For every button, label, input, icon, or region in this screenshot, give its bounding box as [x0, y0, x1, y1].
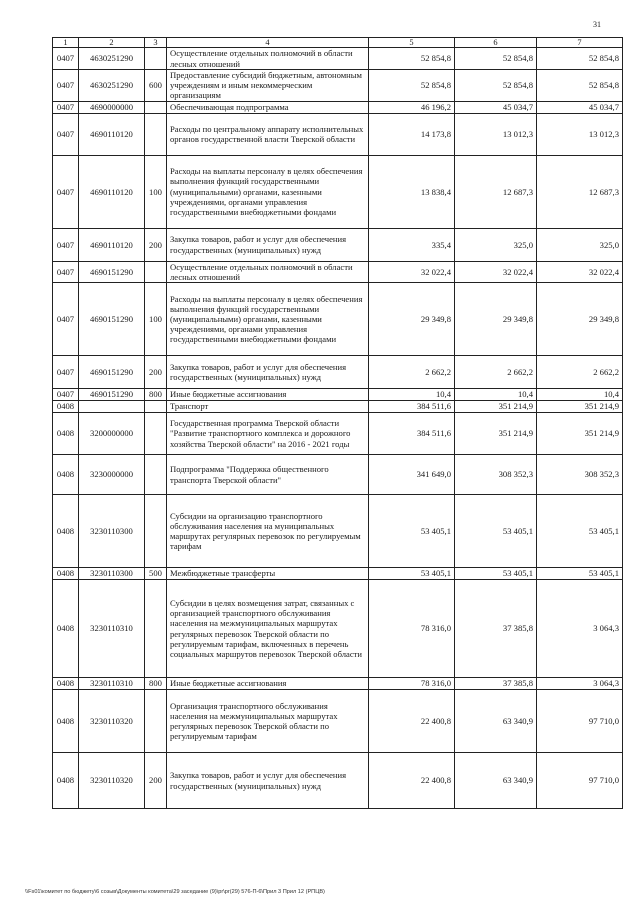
amount-col7-cell: 308 352,3: [537, 455, 623, 495]
description-cell: Предоставление субсидий бюджетным, автономным учреждениям и иным некоммерческим организациям: [167, 70, 369, 102]
section-code-cell: 0408: [53, 753, 79, 809]
amount-col5-cell: 52 854,8: [369, 70, 455, 102]
amount-col5-cell: 53 405,1: [369, 568, 455, 580]
description-cell: Иные бюджетные ассигнования: [167, 389, 369, 401]
expense-type-cell: [145, 690, 167, 753]
target-article-cell: 3230110320: [79, 690, 145, 753]
amount-col6-cell: 52 854,8: [455, 70, 537, 102]
section-code-cell: 0408: [53, 455, 79, 495]
table-row: [53, 113, 623, 155]
amount-col7-cell: 32 022,4: [537, 261, 623, 282]
amount-col6-cell: 12 687,3: [455, 155, 537, 228]
description-cell: Расходы по центральному аппарату исполнительных органов государственной власти Тверской области: [167, 113, 369, 155]
amount-col6-cell: 2 662,2: [455, 356, 537, 389]
expense-type-cell: [145, 580, 167, 678]
target-article-cell: 3230110300: [79, 568, 145, 580]
section-code-cell: 0407: [53, 389, 79, 401]
section-code-cell: 0408: [53, 568, 79, 580]
expense-type-cell: 800: [145, 678, 167, 690]
expense-type-cell: 200: [145, 753, 167, 809]
amount-col6-cell: 37 385,8: [455, 678, 537, 690]
expense-type-cell: [145, 48, 167, 70]
table-row: [53, 678, 623, 690]
description-cell: Закупка товаров, работ и услуг для обеспечения государственных (муниципальных) нужд: [167, 356, 369, 389]
section-code-cell: 0407: [53, 228, 79, 261]
table-row: [53, 389, 623, 401]
amount-col7-cell: 29 349,8: [537, 283, 623, 356]
amount-col6-cell: 308 352,3: [455, 455, 537, 495]
amount-col6-cell: 53 405,1: [455, 568, 537, 580]
target-article-cell: [79, 401, 145, 413]
amount-col5-cell: 384 511,6: [369, 413, 455, 455]
amount-col7-cell: 10,4: [537, 389, 623, 401]
table-row: [53, 70, 623, 102]
amount-col7-cell: 351 214,9: [537, 413, 623, 455]
amount-col7-cell: 52 854,8: [537, 48, 623, 70]
expense-type-cell: [145, 113, 167, 155]
section-code-cell: 0407: [53, 283, 79, 356]
table-row: [53, 261, 623, 282]
amount-col7-cell: 3 064,3: [537, 580, 623, 678]
target-article-cell: 4690110120: [79, 228, 145, 261]
column-header-2: 2: [79, 38, 145, 48]
amount-col7-cell: 13 012,3: [537, 113, 623, 155]
expense-type-cell: 100: [145, 155, 167, 228]
table-row: [53, 228, 623, 261]
amount-col7-cell: 12 687,3: [537, 155, 623, 228]
amount-col6-cell: 37 385,8: [455, 580, 537, 678]
column-header-1: 1: [53, 38, 79, 48]
target-article-cell: 3200000000: [79, 413, 145, 455]
amount-col5-cell: 22 400,8: [369, 753, 455, 809]
expense-type-cell: [145, 455, 167, 495]
table-row: [53, 101, 623, 113]
amount-col6-cell: 351 214,9: [455, 401, 537, 413]
table-row: [53, 48, 623, 70]
description-cell: Расходы на выплаты персоналу в целях обеспечения выполнения функций государственными (муниципальными) органами, казенными учреждениями, органами управления государственными внебюджетными фондами: [167, 283, 369, 356]
target-article-cell: 4630251290: [79, 70, 145, 102]
amount-col5-cell: 32 022,4: [369, 261, 455, 282]
description-cell: Организация транспортного обслуживания населения на межмуниципальных маршрутах регулярных перевозок Тверской области по регулируемым тарифам: [167, 690, 369, 753]
expense-type-cell: [145, 261, 167, 282]
amount-col6-cell: 13 012,3: [455, 113, 537, 155]
amount-col5-cell: 14 173,8: [369, 113, 455, 155]
target-article-cell: 3230110300: [79, 495, 145, 568]
amount-col6-cell: 351 214,9: [455, 413, 537, 455]
amount-col5-cell: 52 854,8: [369, 48, 455, 70]
target-article-cell: 4690000000: [79, 101, 145, 113]
amount-col7-cell: 325,0: [537, 228, 623, 261]
target-article-cell: 4690151290: [79, 356, 145, 389]
column-header-7: 7: [537, 38, 623, 48]
target-article-cell: 4630251290: [79, 48, 145, 70]
expense-type-cell: 500: [145, 568, 167, 580]
amount-col5-cell: 78 316,0: [369, 678, 455, 690]
amount-col6-cell: 63 340,9: [455, 690, 537, 753]
amount-col7-cell: 2 662,2: [537, 356, 623, 389]
amount-col5-cell: 29 349,8: [369, 283, 455, 356]
amount-col6-cell: 52 854,8: [455, 48, 537, 70]
section-code-cell: 0407: [53, 155, 79, 228]
expense-type-cell: 200: [145, 228, 167, 261]
target-article-cell: 3230000000: [79, 455, 145, 495]
target-article-cell: 4690151290: [79, 261, 145, 282]
expense-type-cell: [145, 413, 167, 455]
amount-col5-cell: 22 400,8: [369, 690, 455, 753]
section-code-cell: 0408: [53, 401, 79, 413]
expense-type-cell: 100: [145, 283, 167, 356]
budget-table: [52, 37, 623, 809]
description-cell: Субсидии на организацию транспортного обслуживания населения на муниципальных маршрутах регулярных перевозок по регулируемым тарифам: [167, 495, 369, 568]
section-code-cell: 0407: [53, 261, 79, 282]
description-cell: Межбюджетные трансферты: [167, 568, 369, 580]
table-row: [53, 413, 623, 455]
amount-col5-cell: 2 662,2: [369, 356, 455, 389]
section-code-cell: 0408: [53, 413, 79, 455]
section-code-cell: 0407: [53, 70, 79, 102]
target-article-cell: 3230110320: [79, 753, 145, 809]
column-header-6: 6: [455, 38, 537, 48]
amount-col7-cell: 97 710,0: [537, 753, 623, 809]
expense-type-cell: 800: [145, 389, 167, 401]
amount-col5-cell: 10,4: [369, 389, 455, 401]
section-code-cell: 0407: [53, 48, 79, 70]
description-cell: Закупка товаров, работ и услуг для обеспечения государственных (муниципальных) нужд: [167, 228, 369, 261]
description-cell: Иные бюджетные ассигнования: [167, 678, 369, 690]
amount-col7-cell: 351 214,9: [537, 401, 623, 413]
amount-col7-cell: 53 405,1: [537, 495, 623, 568]
amount-col5-cell: 341 649,0: [369, 455, 455, 495]
page-number: 31: [593, 20, 601, 29]
table-row: [53, 155, 623, 228]
target-article-cell: 3230110310: [79, 580, 145, 678]
table-row: [53, 455, 623, 495]
amount-col5-cell: 78 316,0: [369, 580, 455, 678]
expense-type-cell: 200: [145, 356, 167, 389]
section-code-cell: 0408: [53, 580, 79, 678]
amount-col7-cell: 52 854,8: [537, 70, 623, 102]
section-code-cell: 0407: [53, 356, 79, 389]
column-header-5: 5: [369, 38, 455, 48]
description-cell: Государственная программа Тверской области "Развитие транспортного комплекса и дорожного хозяйства Тверской области" на 2016 - 2021 годы: [167, 413, 369, 455]
expense-type-cell: [145, 101, 167, 113]
target-article-cell: 3230110310: [79, 678, 145, 690]
expense-type-cell: [145, 401, 167, 413]
column-header-3: 3: [145, 38, 167, 48]
description-cell: Субсидии в целях возмещения затрат, связанных с организацией транспортного обслуживания населения на межмуниципальных маршрутах регулярных перевозок Тверской области по регулируемым тарифам, включенных в перечень социальных маршрутов перевозок Тверской области: [167, 580, 369, 678]
amount-col6-cell: 29 349,8: [455, 283, 537, 356]
amount-col6-cell: 63 340,9: [455, 753, 537, 809]
target-article-cell: 4690151290: [79, 283, 145, 356]
file-path-footer: \\Fs01\комитет по бюджету\6 созыв\Документы комитета\29 заседание (9)\pr\pr(29) 576-П-6\Прил 3 Прил 12 (РПЦВ): [25, 889, 325, 895]
table-row: [53, 568, 623, 580]
table-row: [53, 690, 623, 753]
target-article-cell: 4690151290: [79, 389, 145, 401]
table-row: [53, 401, 623, 413]
expense-type-cell: [145, 495, 167, 568]
description-cell: Обеспечивающая подпрограмма: [167, 101, 369, 113]
amount-col6-cell: 325,0: [455, 228, 537, 261]
target-article-cell: 4690110120: [79, 155, 145, 228]
amount-col5-cell: 335,4: [369, 228, 455, 261]
table-row: [53, 753, 623, 809]
amount-col5-cell: 46 196,2: [369, 101, 455, 113]
amount-col6-cell: 10,4: [455, 389, 537, 401]
amount-col6-cell: 45 034,7: [455, 101, 537, 113]
amount-col6-cell: 53 405,1: [455, 495, 537, 568]
section-code-cell: 0408: [53, 690, 79, 753]
table-header-row: [53, 38, 623, 48]
description-cell: Подпрограмма "Поддержка общественного транспорта Тверской области": [167, 455, 369, 495]
amount-col6-cell: 32 022,4: [455, 261, 537, 282]
column-header-4: 4: [167, 38, 369, 48]
table-row: [53, 283, 623, 356]
description-cell: Осуществление отдельных полномочий в области лесных отношений: [167, 48, 369, 70]
section-code-cell: 0407: [53, 101, 79, 113]
expense-type-cell: 600: [145, 70, 167, 102]
amount-col7-cell: 45 034,7: [537, 101, 623, 113]
target-article-cell: 4690110120: [79, 113, 145, 155]
amount-col7-cell: 3 064,3: [537, 678, 623, 690]
amount-col5-cell: 384 511,6: [369, 401, 455, 413]
description-cell: Расходы на выплаты персоналу в целях обеспечения выполнения функций государственными (муниципальными) органами, казенными учреждениями, органами управления государственными внебюджетными фондами: [167, 155, 369, 228]
table-row: [53, 356, 623, 389]
table-row: [53, 495, 623, 568]
description-cell: Закупка товаров, работ и услуг для обеспечения государственных (муниципальных) нужд: [167, 753, 369, 809]
section-code-cell: 0408: [53, 678, 79, 690]
amount-col5-cell: 53 405,1: [369, 495, 455, 568]
amount-col7-cell: 97 710,0: [537, 690, 623, 753]
section-code-cell: 0408: [53, 495, 79, 568]
amount-col7-cell: 53 405,1: [537, 568, 623, 580]
description-cell: Транспорт: [167, 401, 369, 413]
section-code-cell: 0407: [53, 113, 79, 155]
amount-col5-cell: 13 838,4: [369, 155, 455, 228]
description-cell: Осуществление отдельных полномочий в области лесных отношений: [167, 261, 369, 282]
table-row: [53, 580, 623, 678]
